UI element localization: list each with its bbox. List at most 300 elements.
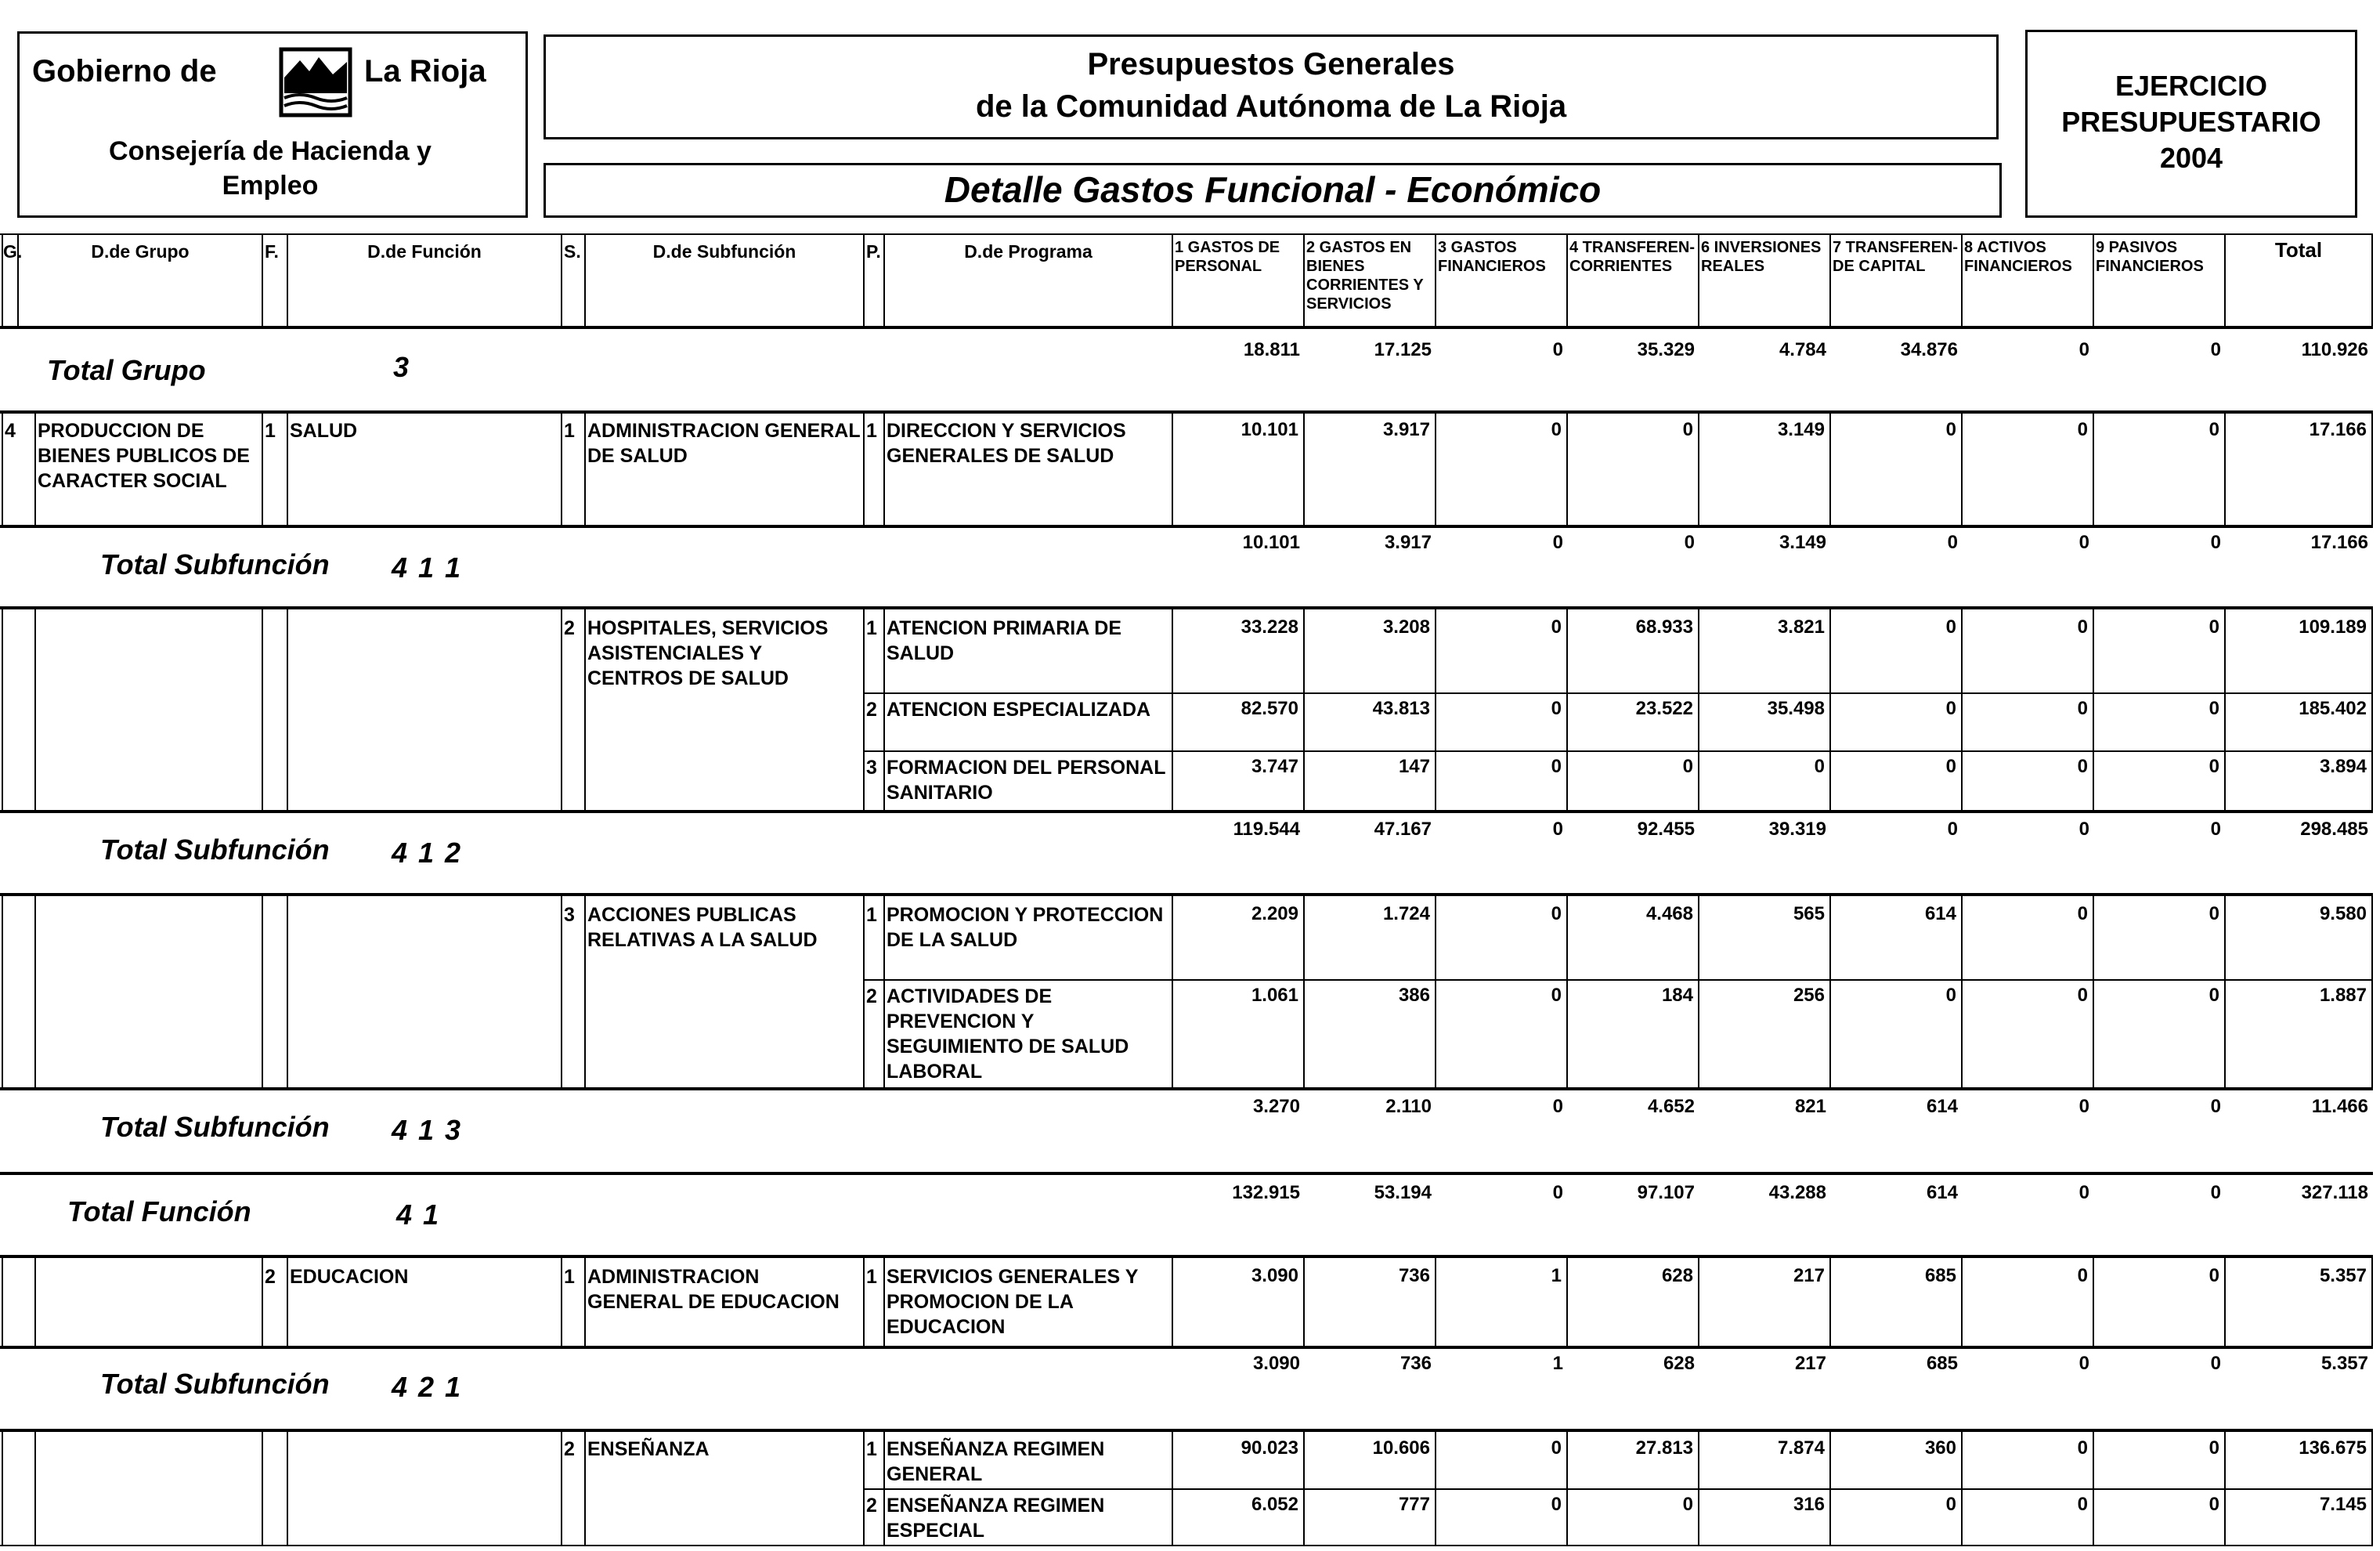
grid-line (863, 609, 865, 810)
funcion-name: SALUD (290, 420, 358, 442)
programa-name: PROMOCION Y PROTECCION DE LA SALUD (887, 904, 1164, 951)
value-c7: 0 (1945, 616, 1956, 638)
programa-name: DIRECCION Y SERVICIOS GENERALES DE SALUD (887, 420, 1126, 467)
value-c2: 43.813 (1372, 698, 1430, 719)
grid-line (262, 412, 263, 525)
value-c4: 0 (1682, 1494, 1693, 1515)
programa-name: FORMACION DEL PERSONAL SANITARIO (887, 757, 1166, 804)
value-c4: 628 (1661, 1265, 1693, 1286)
grid-line (1303, 412, 1305, 525)
value-c6: 217 (1794, 1353, 1826, 1374)
value-c7: 0 (1945, 698, 1956, 719)
total-code: 4 1 3 (392, 1114, 463, 1146)
value-c2: 736 (1399, 1353, 1432, 1374)
col-c9: 9 PASIVOS FINANCIEROS (2096, 239, 2204, 275)
col-c6: 6 INVERSIONES REALES (1701, 239, 1822, 275)
col-c8: 8 ACTIVOS FINANCIEROS (1964, 239, 2072, 275)
value-c6: 3.149 (1779, 532, 1826, 553)
value-c9: 0 (2210, 819, 2221, 840)
grid-line (0, 326, 2373, 329)
grid-line (0, 1255, 2373, 1258)
value-c7: 0 (1945, 419, 1956, 440)
grid-line (2093, 609, 2094, 810)
grid-line (34, 609, 36, 810)
total-label: Total Subfunción (100, 833, 330, 866)
value-c4: 628 (1663, 1353, 1695, 1374)
value-c7: 0 (1945, 985, 1956, 1006)
value-c2: 53.194 (1374, 1182, 1432, 1203)
value-c8: 0 (2078, 1182, 2089, 1203)
value-c3: 1 (1551, 1265, 1562, 1286)
agency-box (17, 31, 528, 218)
ejercicio-box (2025, 30, 2357, 218)
value-c8: 0 (2078, 1353, 2089, 1374)
grid-line (0, 410, 2373, 414)
subfuncion-name: HOSPITALES, SERVICIOS ASISTENCIALES Y CENTROS DE SALUD (587, 617, 829, 689)
subfuncion-code: 1 (564, 420, 575, 442)
value-c7: 360 (1924, 1437, 1956, 1459)
value-c1: 3.090 (1251, 1265, 1298, 1286)
value-c2: 3.208 (1382, 616, 1430, 638)
value-c6: 217 (1793, 1265, 1825, 1286)
value-c8: 0 (2077, 419, 2088, 440)
value-c2: 1.724 (1382, 903, 1430, 924)
grid-line (262, 1432, 263, 1545)
value-c1: 3.747 (1251, 756, 1298, 777)
grid-line (1698, 233, 1699, 327)
value-c7: 0 (1945, 1494, 1956, 1515)
grid-line (0, 1087, 2373, 1090)
value-c9: 0 (2210, 1182, 2221, 1203)
grid-line (883, 609, 885, 810)
grid-line (863, 692, 2373, 694)
value-total: 9.580 (2319, 903, 2367, 924)
value-c4: 0 (1682, 756, 1693, 777)
value-c4: 92.455 (1637, 819, 1695, 840)
grid-line (1435, 1258, 1436, 1346)
programa-code: 1 (866, 1266, 877, 1288)
value-c4: 23.522 (1635, 698, 1693, 719)
grid-line (2, 1258, 3, 1346)
subfuncion-code: 1 (564, 1266, 575, 1288)
value-c1: 1.061 (1251, 985, 1298, 1006)
grid-line (1829, 233, 1831, 327)
grid-line (863, 750, 2373, 752)
grid-line (1961, 1258, 1963, 1346)
programa-code: 1 (866, 904, 877, 926)
value-c4: 4.468 (1645, 903, 1693, 924)
value-c3: 1 (1552, 1353, 1563, 1374)
col-g: G. (3, 241, 23, 262)
total-code: 4 1 1 (392, 551, 463, 584)
col-c7: 7 TRANSFEREN- DE CAPITAL (1833, 239, 1959, 275)
value-c9: 0 (2208, 1494, 2219, 1515)
grid-line (34, 412, 36, 525)
grid-line (1303, 1258, 1305, 1346)
grid-line (561, 1258, 562, 1346)
grid-line (863, 896, 865, 1087)
value-c6: 821 (1794, 1096, 1826, 1117)
value-total: 17.166 (2309, 419, 2367, 440)
value-c6: 0 (1814, 756, 1825, 777)
grid-line (0, 606, 2373, 609)
grid-line (1435, 412, 1436, 525)
grid-line (863, 979, 2373, 981)
value-c7: 0 (1947, 819, 1958, 840)
value-c7: 614 (1926, 1096, 1958, 1117)
value-c3: 0 (1551, 756, 1562, 777)
value-c9: 0 (2208, 698, 2219, 719)
grid-line (1961, 896, 1963, 1087)
value-total: 136.675 (2299, 1437, 2367, 1459)
funcion-name: EDUCACION (290, 1266, 409, 1288)
grid-line (2093, 233, 2094, 327)
grupo-code: 4 (5, 420, 16, 442)
grid-line (863, 233, 865, 327)
title-box (544, 34, 1999, 139)
value-c9: 0 (2208, 419, 2219, 440)
programa-name: SERVICIOS GENERALES Y PROMOCION DE LA EDUCACION (887, 1266, 1138, 1338)
detail-title: Detalle Gastos Funcional - Económico (944, 169, 1602, 210)
value-c8: 0 (2077, 1494, 2088, 1515)
grid-line (1698, 412, 1699, 525)
grid-line (1566, 609, 1568, 810)
value-c6: 4.784 (1779, 339, 1826, 360)
grid-line (1829, 1258, 1831, 1346)
grid-line (584, 412, 586, 525)
value-c2: 10.606 (1372, 1437, 1430, 1459)
grid-line (2371, 233, 2373, 327)
grid-line (262, 609, 263, 810)
value-total: 17.166 (2310, 532, 2368, 553)
value-c3: 0 (1551, 985, 1562, 1006)
value-c1: 82.570 (1241, 698, 1298, 719)
grid-line (2224, 1258, 2226, 1346)
grid-line (883, 412, 885, 525)
grid-line (287, 896, 288, 1087)
ejercicio-line2: PRESUPUESTARIO (2061, 106, 2321, 138)
col-p: P. (866, 241, 881, 262)
grid-line (1961, 233, 1963, 327)
value-c2: 3.917 (1382, 419, 1430, 440)
value-c3: 0 (1551, 903, 1562, 924)
value-c9: 0 (2210, 532, 2221, 553)
grid-line (287, 609, 288, 810)
grid-line (1172, 233, 1173, 327)
value-c8: 0 (2077, 616, 2088, 638)
programa-name: ATENCION PRIMARIA DE SALUD (887, 617, 1121, 664)
total-code: 4 1 2 (392, 837, 463, 869)
grid-line (0, 1172, 2373, 1175)
grid-line (1435, 609, 1436, 810)
grid-line (2, 412, 3, 525)
grid-line (1566, 896, 1568, 1087)
value-c8: 0 (2078, 339, 2089, 360)
value-c9: 0 (2210, 339, 2221, 360)
programa-code: 1 (866, 617, 877, 639)
grid-line (1566, 1258, 1568, 1346)
funcion-code: 2 (265, 1266, 276, 1288)
value-total: 109.189 (2299, 616, 2367, 638)
grid-line (1172, 609, 1173, 810)
grid-line (2224, 896, 2226, 1087)
total-code: 4 1 (396, 1198, 441, 1231)
value-c3: 0 (1551, 1437, 1562, 1459)
subfuncion-code: 3 (564, 904, 575, 926)
value-c3: 0 (1552, 819, 1563, 840)
value-total: 11.466 (2311, 1096, 2368, 1117)
value-c8: 0 (2077, 1265, 2088, 1286)
value-c4: 0 (1684, 532, 1695, 553)
value-c6: 3.149 (1777, 419, 1825, 440)
grid-line (883, 1258, 885, 1346)
total-label: Total Función (67, 1195, 251, 1227)
value-c2: 17.125 (1374, 339, 1432, 360)
grid-line (2093, 1258, 2094, 1346)
value-c2: 736 (1398, 1265, 1430, 1286)
value-c8: 0 (2077, 698, 2088, 719)
grid-line (0, 810, 2373, 813)
grid-line (287, 412, 288, 525)
value-c8: 0 (2078, 532, 2089, 553)
value-c1: 33.228 (1241, 616, 1298, 638)
grid-line (0, 525, 2373, 528)
value-c2: 3.917 (1384, 532, 1432, 553)
col-d-subfuncion: D.de Subfunción (652, 241, 796, 262)
grid-line (0, 893, 2373, 896)
programa-name: ATENCION ESPECIALIZADA (887, 699, 1151, 721)
grid-line (34, 1258, 36, 1346)
grid-line (287, 1258, 288, 1346)
grid-line (561, 233, 562, 327)
grid-line (1303, 896, 1305, 1087)
grid-line (34, 1432, 36, 1545)
grid-line (1172, 896, 1173, 1087)
value-c9: 0 (2208, 1265, 2219, 1286)
grid-line (0, 1346, 2373, 1349)
value-c8: 0 (2078, 1096, 2089, 1117)
subfuncion-name: ADMINISTRACION GENERAL DE SALUD (587, 420, 861, 467)
grid-line (1829, 412, 1831, 525)
grid-line (1961, 412, 1963, 525)
grid-line (584, 1258, 586, 1346)
grid-line (287, 1432, 288, 1545)
value-c1: 10.101 (1242, 532, 1300, 553)
la-rioja-logo-icon (278, 46, 353, 118)
value-total: 7.145 (2319, 1494, 2367, 1515)
consejeria-text: Consejería de Hacienda y Empleo (109, 136, 432, 201)
value-c1: 90.023 (1241, 1437, 1298, 1459)
grid-line (584, 1432, 586, 1545)
value-c1: 6.052 (1251, 1494, 1298, 1515)
value-c9: 0 (2210, 1353, 2221, 1374)
total-label: Total Grupo (47, 354, 206, 386)
value-c9: 0 (2208, 616, 2219, 638)
grid-line (863, 1258, 865, 1346)
value-c6: 35.498 (1767, 698, 1825, 719)
grid-line (2371, 609, 2373, 810)
grid-line (1435, 233, 1436, 327)
subfuncion-code: 2 (564, 1438, 575, 1460)
value-c4: 27.813 (1635, 1437, 1693, 1459)
value-c1: 119.544 (1233, 819, 1300, 840)
col-c2: 2 GASTOS EN BIENES CORRIENTES Y SERVICIOS (1306, 239, 1424, 313)
value-total: 3.894 (2319, 756, 2367, 777)
subfuncion-name: ACCIONES PUBLICAS RELATIVAS A LA SALUD (587, 904, 818, 951)
grid-line (561, 1432, 562, 1545)
value-c8: 0 (2077, 1437, 2088, 1459)
value-c9: 0 (2208, 903, 2219, 924)
value-c4: 4.652 (1647, 1096, 1695, 1117)
grid-line (561, 412, 562, 525)
value-c7: 685 (1926, 1353, 1958, 1374)
value-c1: 10.101 (1241, 419, 1298, 440)
programa-name: ENSEÑANZA REGIMEN ESPECIAL (887, 1495, 1105, 1542)
value-c8: 0 (2077, 985, 2088, 1006)
grid-line (561, 609, 562, 810)
value-c1: 2.209 (1251, 903, 1298, 924)
col-c4: 4 TRANSFEREN- CORRIENTES (1569, 239, 1696, 275)
grid-line (1566, 233, 1568, 327)
value-c8: 0 (2077, 756, 2088, 777)
total-code: 4 2 1 (392, 1371, 463, 1403)
title-line1: Presupuestos Generales (1087, 47, 1455, 81)
total-label: Total Subfunción (100, 548, 330, 580)
value-c2: 47.167 (1374, 819, 1432, 840)
grid-line (2371, 896, 2373, 1087)
value-c7: 34.876 (1900, 339, 1958, 360)
grid-line (584, 609, 586, 810)
value-c4: 97.107 (1637, 1182, 1695, 1203)
value-c6: 39.319 (1768, 819, 1826, 840)
value-c9: 0 (2210, 1096, 2221, 1117)
subfuncion-code: 2 (564, 617, 575, 639)
value-c9: 0 (2208, 756, 2219, 777)
value-c6: 256 (1793, 985, 1825, 1006)
col-f: F. (265, 241, 279, 262)
value-total: 298.485 (2300, 819, 2368, 840)
programa-name: ENSEÑANZA REGIMEN GENERAL (887, 1438, 1105, 1485)
programa-name: ACTIVIDADES DE PREVENCION Y SEGUIMIENTO DE SALUD LABORAL (887, 985, 1129, 1083)
value-c4: 68.933 (1635, 616, 1693, 638)
value-c4: 184 (1661, 985, 1693, 1006)
grid-line (0, 1429, 2373, 1432)
value-c3: 0 (1551, 1494, 1562, 1515)
grid-line (1435, 896, 1436, 1087)
grid-line (863, 412, 865, 525)
value-c1: 3.270 (1252, 1096, 1300, 1117)
value-total: 110.926 (2301, 339, 2368, 360)
value-c7: 614 (1926, 1182, 1958, 1203)
value-total: 185.402 (2299, 698, 2367, 719)
ejercicio-year: 2004 (2159, 142, 2223, 174)
grid-line (1698, 896, 1699, 1087)
value-c1: 18.811 (1243, 339, 1300, 360)
grid-line (0, 233, 2373, 235)
subfuncion-name: ADMINISTRACION GENERAL DE EDUCACION (587, 1266, 840, 1313)
col-d-funcion: D.de Función (367, 241, 482, 262)
value-c7: 0 (1947, 532, 1958, 553)
value-c3: 0 (1551, 419, 1562, 440)
programa-code: 2 (866, 699, 877, 721)
grid-line (863, 1488, 2373, 1490)
value-c1: 132.915 (1232, 1182, 1300, 1203)
value-c4: 35.329 (1637, 339, 1695, 360)
grid-line (2224, 412, 2226, 525)
grid-line (2, 1432, 3, 1545)
grid-line (1829, 609, 1831, 810)
value-c6: 316 (1793, 1494, 1825, 1515)
grid-line (2093, 896, 2094, 1087)
grid-line (561, 896, 562, 1087)
gov-left-text: Gobierno de (32, 54, 217, 89)
programa-code: 1 (866, 1438, 877, 1460)
col-total: Total (2274, 238, 2323, 262)
grid-line (34, 896, 36, 1087)
value-c3: 0 (1551, 698, 1562, 719)
grupo-name: PRODUCCION DE BIENES PUBLICOS DE CARACTER SOCIAL (38, 420, 250, 492)
col-d-programa: D.de Programa (964, 241, 1092, 262)
value-c6: 43.288 (1768, 1182, 1826, 1203)
value-c7: 614 (1924, 903, 1956, 924)
grid-line (262, 1258, 263, 1346)
grid-line (2, 609, 3, 810)
grid-line (1172, 1258, 1173, 1346)
ejercicio-line1: EJERCICIO (2115, 70, 2268, 102)
programa-code: 1 (866, 420, 877, 442)
gov-right-text: La Rioja (364, 54, 486, 89)
grid-line (2, 896, 3, 1087)
total-label: Total Subfunción (100, 1111, 330, 1143)
grid-line (2093, 412, 2094, 525)
programa-code: 3 (866, 757, 877, 779)
value-c2: 147 (1398, 756, 1430, 777)
value-c3: 0 (1551, 616, 1562, 638)
value-total: 5.357 (2319, 1265, 2367, 1286)
grid-line (1566, 412, 1568, 525)
programa-code: 2 (866, 1495, 877, 1517)
programa-code: 2 (866, 985, 877, 1007)
value-c6: 565 (1793, 903, 1825, 924)
value-c3: 0 (1552, 1182, 1563, 1203)
total-label: Total Subfunción (100, 1368, 330, 1400)
detail-box (544, 163, 2002, 218)
value-c7: 685 (1924, 1265, 1956, 1286)
value-c4: 0 (1682, 419, 1693, 440)
value-c3: 0 (1552, 1096, 1563, 1117)
grid-line (1303, 609, 1305, 810)
value-total: 5.357 (2320, 1353, 2368, 1374)
grid-line (883, 896, 885, 1087)
value-c8: 0 (2077, 903, 2088, 924)
value-c3: 0 (1552, 532, 1563, 553)
title-line2: de la Comunidad Autónoma de La Rioja (975, 89, 1567, 124)
grid-line (0, 1545, 2373, 1546)
value-c2: 2.110 (1385, 1096, 1432, 1117)
grid-line (1698, 609, 1699, 810)
value-c2: 777 (1398, 1494, 1430, 1515)
value-c6: 7.874 (1777, 1437, 1825, 1459)
grid-line (2224, 609, 2226, 810)
value-c9: 0 (2208, 1437, 2219, 1459)
value-c1: 3.090 (1252, 1353, 1300, 1374)
total-code: 3 (393, 351, 411, 383)
value-c3: 0 (1552, 339, 1563, 360)
funcion-code: 1 (265, 420, 276, 442)
value-c9: 0 (2208, 985, 2219, 1006)
grid-line (1172, 412, 1173, 525)
col-d-grupo: D.de Grupo (91, 241, 190, 262)
